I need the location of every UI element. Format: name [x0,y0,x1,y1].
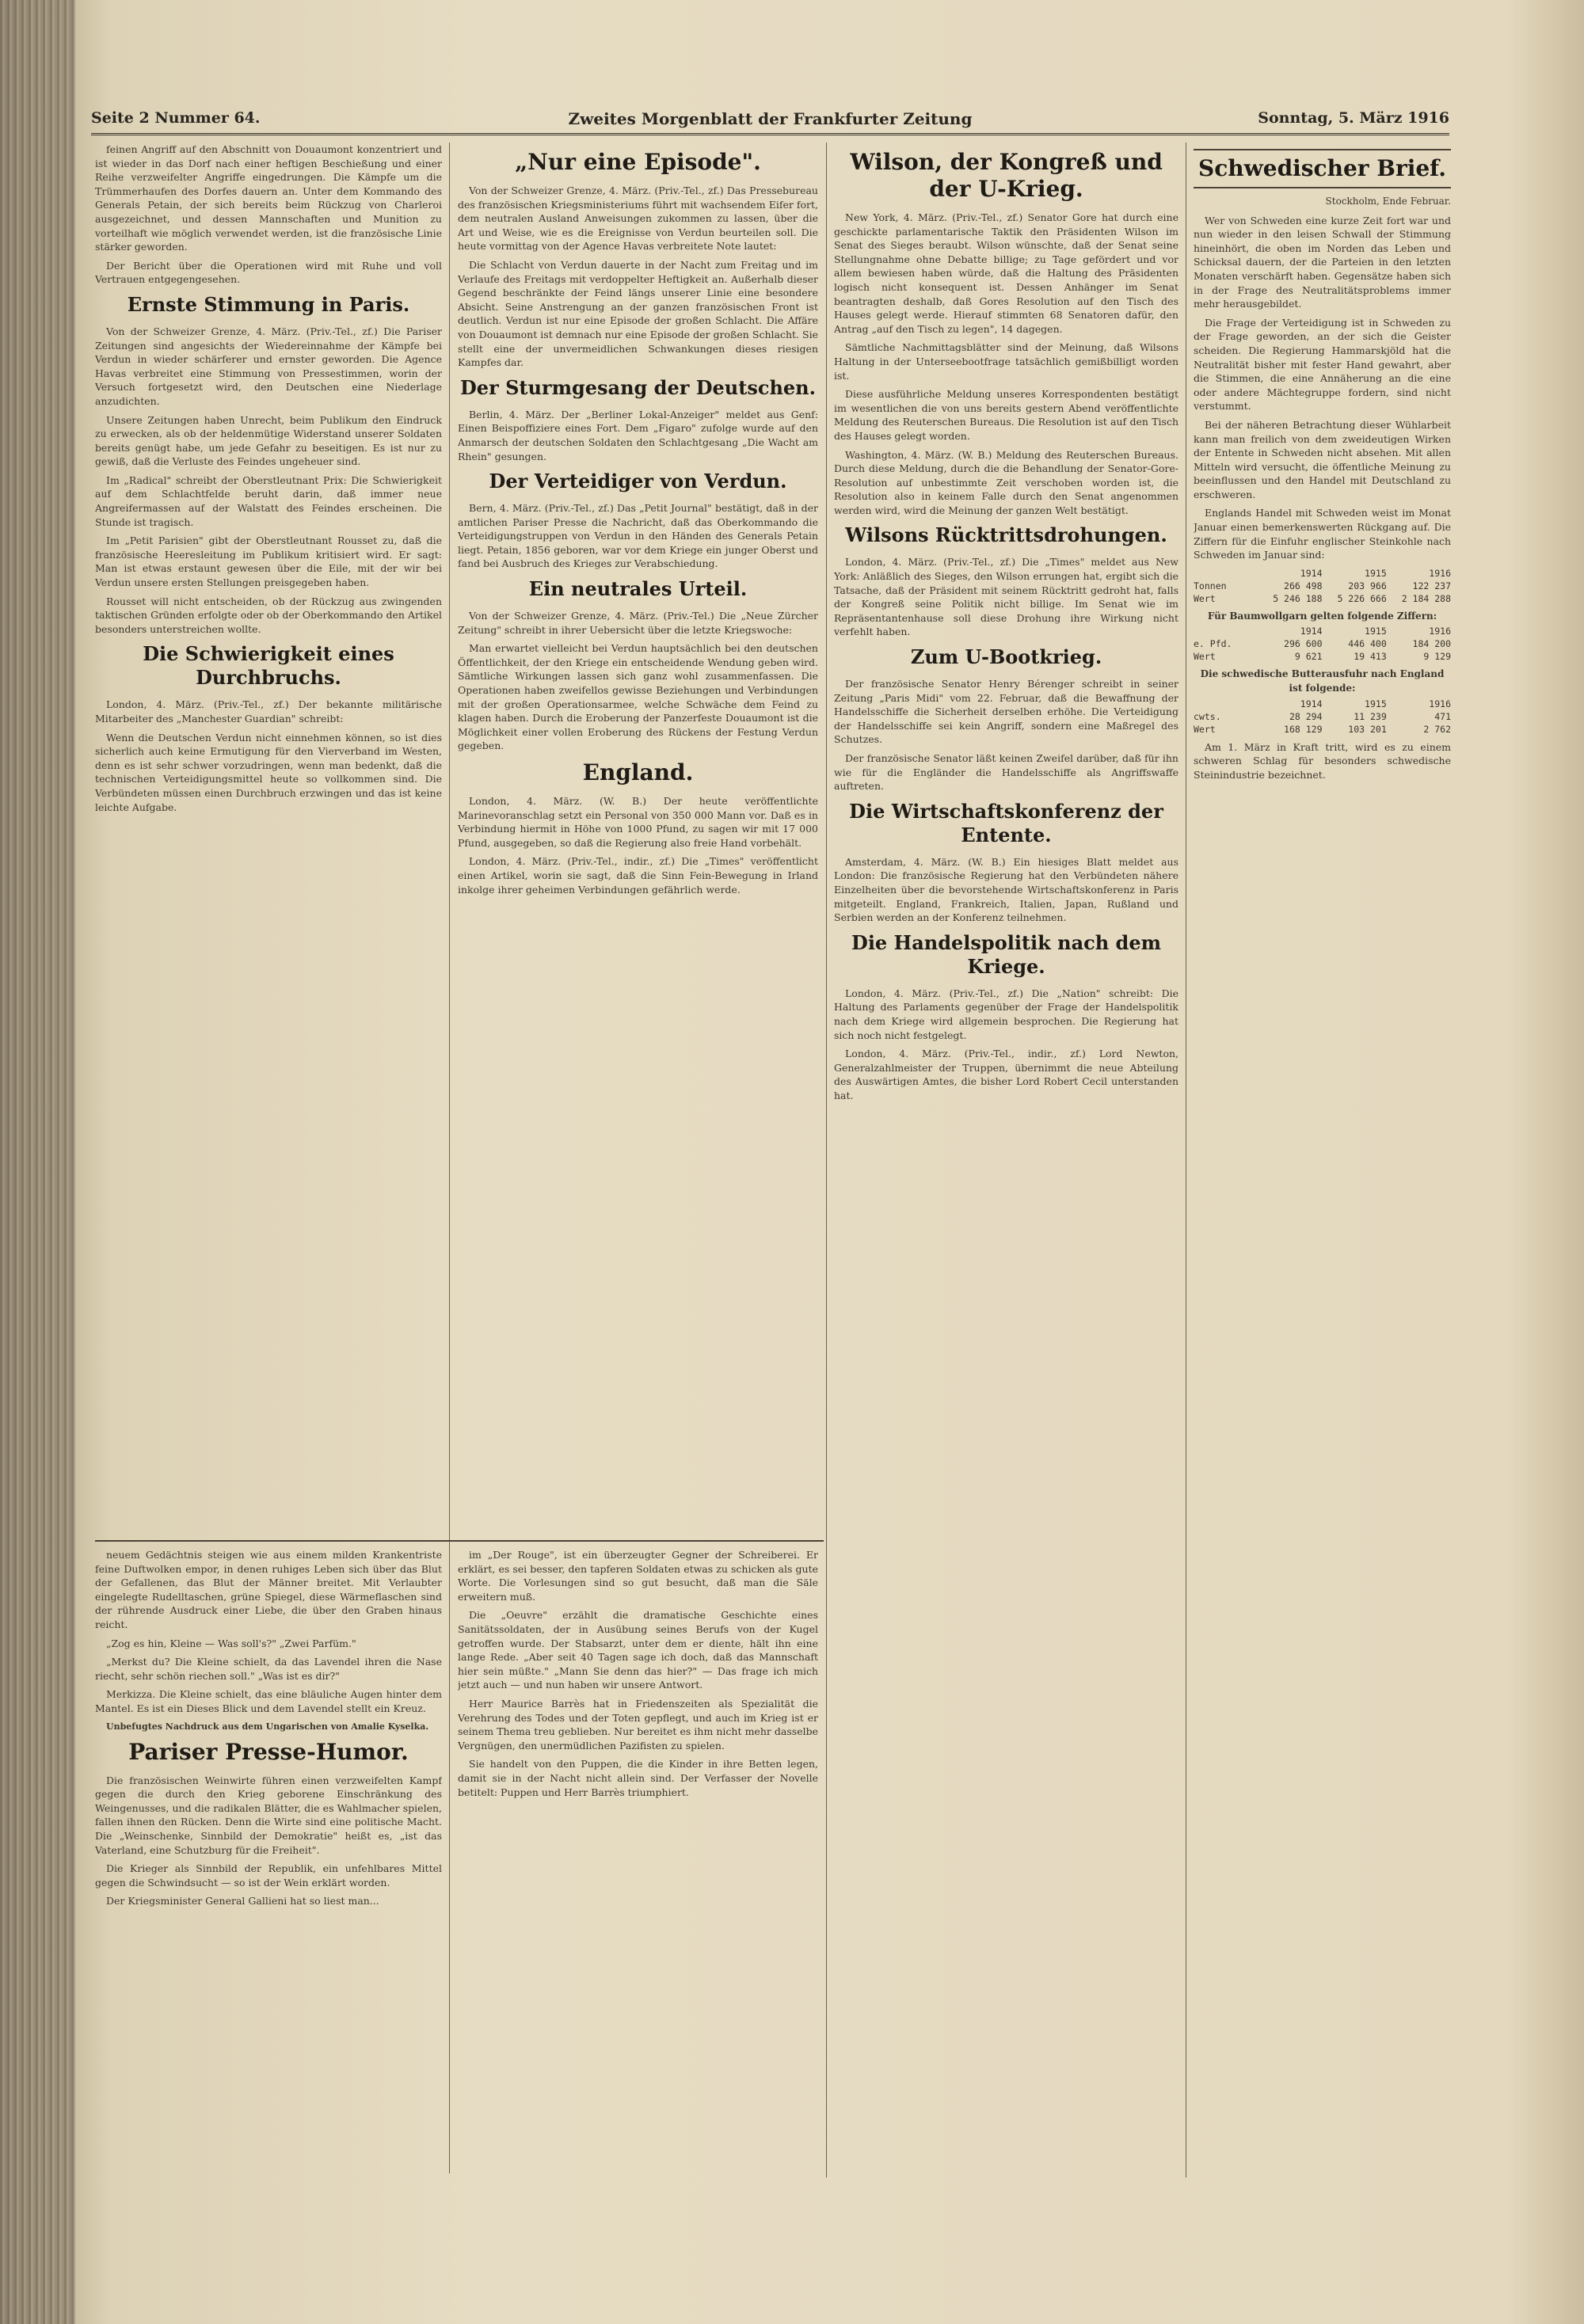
article-text: New York, 4. März. (Priv.-Tel., zf.) Senator Gore hat durch eine geschickte parlamentarische Taktik den Präsidenten Wilson im Senat des Sieges beraubt. Wilson wünschte, daß der Senat seine Stellungnahme ohne Debatte billige; zu Tage gefördert und vor allem bewiesen haben würde, daß die Haltung des Präsidenten logisch nicht konsequent ist. Dessen Anhänger im Senat beantragten deshalb, daß Gores Resolution auf den Tisch des Hauses gelegt werde. Hierauf stimmten 68 Senatoren dafür, den Antrag „auf den Tisch zu legen", 14 dagegen. [834,211,1178,335]
article-text: Der französische Senator läßt keinen Zweifel darüber, daß für ihn wie für die Engländer die Handelsschiffe als Angriffswaffe auftreten. [834,752,1178,793]
article-text: Der französische Senator Henry Bérenger schreibt in seiner Zeitung „Paris Midi" vom 22. Februar, daß die Bewaffnung der Handelsschiffe die Sicherheit derselben erhöhe. Die Verteidigung der Handelsschiffe sei kein Angriff, sondern eine Maßregel des Schutzes. [834,678,1178,746]
feuilleton-text: Der Kriegsminister General Gallieni hat so liest man... [106,1895,379,1908]
table-title: Die schwedische Butterausfuhr nach England ist folgende: [1200,668,1445,694]
table-row: Wert 9 621 19 413 9 129 [1194,651,1451,663]
article-text: London, 4. März. (W. B.) Der heute veröffentlichte Marinevoranschlag setzt ein Personal von 350 000 Mann vor. Daß es in Verbindung hiermit in Höhe von 1000 Pfund, zu sagen wir mit 17 000 Pfund, ausgegeben, so daß die Regierung also freie Hand vorbehält. [458,795,818,849]
headline-wilson: Wilson, der Kongreß und der U-Krieg. [850,149,1163,202]
headline-nur-eine-episode: „Nur eine Episode". [515,149,761,175]
issue-date: Sonntag, 5. März 1916 [1258,109,1449,127]
butter-export-table [1194,698,1451,736]
column-rule [449,1548,450,2174]
table-row: Wert 168 129 103 201 2 762 [1194,723,1451,735]
article-text: London, 4. März. (Priv.-Tel., zf.) Der bekannte militärische Mitarbeiter des „Manchester Guardian" schreibt: [95,698,442,725]
feuilleton-text: Die Krieger als Sinnbild der Republik, ein unfehlbares Mittel gegen die Schwindsucht — so ist der Wein erklärt worden. [95,1862,442,1888]
article-text: Im „Petit Parisien" gibt der Oberstleutnant Rousset zu, daß die französische Heeresleitung im Publikum kritisiert wird. Er sagt: Man ist etwas erstaunt gewesen über die Eile, mit der wir bei Verdun unsere ersten Stellungen preisgegeben haben. [95,534,442,589]
table-title: Für Baumwollgarn gelten folgende Ziffern: [1207,610,1437,622]
article-text: Man erwartet vielleicht bei Verdun hauptsächlich bei den deutschen Öffentlichkeit, der den Kriege ein entscheidende Wendung geben wird. Sämtliche Wirkungen lassen sich ganz wohl zusammenfassen. Die Operationen haben zweifellos gewisse Beziehungen und Verbindungen mit der großen Operationsarmee, welche Schwäche dem Feind zu klagen haben. Durch die Eroberung der Panzerfeste Douaumont ist die Möglichkeit einer vollen Eroberung des Rückens der Festung Verdun gegeben. [458,642,818,752]
article-text: Washington, 4. März. (W. B.) Meldung des Reuterschen Bureaus. Durch diese Meldung, durch die die Behandlung der Senator-Gore-Resolution auf unbestimmte Zeit verschoben worden ist, die Resolution also in keinem Falle durch den Senat angenommen werden wird, wird die Meinung der ganzen Welt bestätigt. [834,448,1178,516]
book-binding-edge [0,0,75,2324]
table-header-row: 1914 1915 1916 [1300,567,1451,579]
feuilleton-text: neuem Gedächtnis steigen wie aus einem milden Krankentriste feine Duftwolken empor, in denen ruhiges Leben sich über das Blut der Gefallenen, das Blut der Männer breitet. Mit Verlaubter eingelegte Rudelltaschen, grüne Spiegel, diese Wärmeflaschen sind der rührende Ausdruck einer Liebe, die über den Graben hinaus reicht. [95,1549,442,1630]
article-text: Unsere Zeitungen haben Unrecht, beim Publikum den Eindruck zu erwecken, als ob der heldenmütige Widerstand unserer Soldaten bereits genügt habe, um jede Gefahr zu beseitigen. Es ist nur zu gewiß, daß die Verluste des Feindes ungeheuer sind. [95,413,442,468]
article-text: London, 4. März. (Priv.-Tel., zf.) Die „Times" meldet aus New York: Anläßlich des Sieges, den Wilson errungen hat, ergibt sich die Tatsache, daß der Präsident mit seinem Rücktritt gedroht hat, falls der Kongreß seine Politik nicht billige. Im Senat wie im Repräsentantenhause soll diese Drohung ihre Wirkung nicht verfehlt haben. [834,556,1178,638]
cotton-yarn-table [1194,625,1451,663]
feuilleton-text: Herr Maurice Barrès hat in Friedenszeiten als Spezialität die Verehrung des Todes und der Toten gepflegt, und auch im Krieg ist er seinem Thema treu geblieben. Nur bereitet es ihm nicht mehr dasselbe Vergnügen, den unermüdlichen Pazifisten zu spielen. [458,1697,818,1752]
headline-neutrales-urteil: Ein neutrales Urteil. [528,577,748,601]
article-text: Im „Radical" schreibt der Oberstleutnant Prix: Die Schwierigkeit auf dem Schlachtfelde beruht darin, daß immer neue Angreifermassen auf der Walstatt des Feindes erscheinen. Die Stunde ist tragisch. [95,474,442,528]
table-row: Tonnen 266 498 203 966 122 237 [1194,580,1451,591]
newspaper-title: Zweites Morgenblatt der Frankfurter Zeitung [568,109,973,128]
translation-credit: Unbefugtes Nachdruck aus dem Ungarischen von Amalie Kyselka. [106,1721,429,1732]
headline-sturmgesang: Der Sturmgesang der Deutschen. [459,375,816,399]
article-text: Am 1. März in Kraft tritt, wird es zu einem schweren Schlag für besonders schwedische Steinindustrie bezeichnet. [1194,740,1451,781]
headline-handelspolitik: Die Handelspolitik nach dem Kriege. [851,930,1161,978]
feuilleton-text: Die „Oeuvre" erzählt die dramatische Geschichte eines Sanitätssoldaten, der in Ausübung seines Berufs von der Kugel getroffen wurde. Der Stabsarzt, unter dem er diente, hält ihn eine lange Rede. „Aber seit 40 Tagen sage ich doch, daß das Mannschaft hier sein müßte." „Mann Sie denn das hier?" — Das frage ich mich jetzt auch — und nun haben wir unsere Antwort. [458,1609,818,1691]
article-text: feinen Angriff auf den Abschnitt von Douaumont konzentriert und ist wieder in das Dorf nach einer heftigen Beschießung und einer Reihe verzweifelter Angriffe eingedrungen. Die Kämpfe um die Trümmerhaufen des Dorfes dauern an. Unter dem Kommando des Generals Petain, der sich bereits beim Rückzug von Charleroi ausgezeichnet, und dessen Mannschaften und Munition zu vorteilhaft wie möglich verwendet werden, ist die französische Linie stärker geworden. [95,143,442,253]
page-header [91,105,1449,135]
feuilleton-text: „Zog es hin, Kleine — Was soll's?" „Zwei Parfüm." [106,1637,356,1649]
headline-ernste-stimmung: Ernste Stimmung in Paris. [127,292,410,316]
column-rule [826,143,827,2178]
headline-verteidiger: Der Verteidiger von Verdun. [489,470,787,493]
article-text: London, 4. März. (Priv.-Tel., indir., zf.) Lord Newton, Generalzahlmeister der Truppen, übernimmt die neue Abteilung des Auswärtigen Amtes, die bisher Lord Robert Cecil unterstanden hat. [834,1048,1178,1101]
article-text: Die Frage der Verteidigung ist in Schweden zu der Frage geworden, an der sich die Geister scheiden. Die Regierung Hammarskjöld hat die Neutralität bisher mit fester Hand gewahrt, aber die Stimmen, die eine Annäherung an die eine oder andere Mächtegruppe fordern, sind nicht verstummt. [1194,316,1451,413]
article-text: Wenn die Deutschen Verdun nicht einnehmen können, so ist dies sicherlich auch keine Ermutigung für den Vierverband im Westen, denn es ist sehr schwer vorzudringen, wenn man bedenkt, daß die technischen Verteidigungsmittel heute so vollkommen sind. Die Verbündeten müssen einen Durchbruch erzwingen und das ist keine leichte Aufgabe. [95,731,442,813]
article-text: Von der Schweizer Grenze, 4. März. (Priv.-Tel., zf.) Das Pressebureau des französischen Kriegsministeriums führt mit wachsendem Eifer fort, dem neutralen Ausland Anweisungen zukommen zu lassen, über die Art und Weise, wie es die Ereignisse von Verdun beurteilen soll. Die heute vormittag von der Agence Havas verbreitete Note lautet: [458,184,818,253]
headline-wirtschaftskonferenz: Die Wirtschaftskonferenz der Entente. [849,799,1163,846]
headline-u-bootkrieg: Zum U-Bootkrieg. [910,645,1102,669]
feuilleton-left [95,1548,442,2170]
article-text: Der Bericht über die Operationen wird mit Ruhe und voll Vertrauen entgegengesehen. [95,259,442,286]
article-text: Sämtliche Nachmittagsblätter sind der Meinung, daß Wilsons Haltung in der Unterseebootfrage tatsächlich gemißbilligt worden ist. [834,341,1178,382]
feuilleton-text: „Merkst du? Die Kleine schielt, da das Lavendel ihren die Nase riecht, sehr schön riechen soll." „Was ist es dir?" [95,1656,442,1682]
article-text: London, 4. März. (Priv.-Tel., indir., zf.) Die „Times" veröffentlicht einen Artikel, worin sie sagt, daß die Sinn Fein-Bewegung in Irland inkolge ihrer geheimen Verbindungen gefährlich werde. [458,855,818,896]
feuilleton-text: Die französischen Weinwirte führen einen verzweifelten Kampf gegen die durch den Krieg geborene Einschränkung des Weingenusses, und die radikalen Blätter, die es Wahlmacher spielen, fallen ihnen den Rücken. Denn die Wirte sind eine politische Macht. Die „Weinschenke, Sinnbild der Demokratie" heißt es, „ist das Vaterland, eine Schutzburg für die Freiheit". [95,1774,442,1856]
article-text: Rousset will nicht entscheiden, ob der Rückzug aus zwingenden taktischen Gründen erfolgte oder ob der Oberkommando den Artikel besonders unterstreichen wollte. [95,595,442,635]
article-text: Amsterdam, 4. März. (W. B.) Ein hiesiges Blatt meldet aus London: Die französische Regierung hat den Verbündeten nähere Einzelheiten über die bevorstehende Wirtschaftskonferenz in Paris mitgeteilt. England, Frankreich, Italien, Japan, Rußland und Serbien werden an der Konferenz teilnehmen. [834,855,1178,924]
table-row: cwts. 28 294 11 239 471 [1194,710,1451,722]
article-text: Bei der näheren Betrachtung dieser Wühlarbeit kann man freilich von dem zweideutigen Wirken der Entente in Schweden nicht absehen. Mit allen Mitteln wird versucht, die öffentliche Meinung zu beeinflussen und den Handel mit Deutschland zu erschweren. [1194,418,1451,500]
column-4 [1194,143,1451,2170]
dateline: Stockholm, Ende Februar. [1325,196,1451,207]
feuilleton-divider [95,1540,824,1542]
table-header-row: 1914 1915 1916 [1300,698,1451,709]
table-header-row: 1914 1915 1916 [1300,626,1451,637]
article-text: Englands Handel mit Schweden weist im Monat Januar einen bemerkenswerten Rückgang auf. Die Ziffern für die Einfuhr englischer Steinkohle nach Schweden im Januar sind: [1194,507,1451,561]
article-text: Wer von Schweden eine kurze Zeit fort war und nun wieder in den leisen Schwall der Stimmung hineinhört, die oben im Norden das Leben und Schicksal dauern, der die Parteien in den letzten Monaten verschärft haben. Gegensätze haben sich in der Frage des Neutralitätsproblems immer mehr herausgebildet. [1194,214,1451,310]
headline-pariser-presse-humor: Pariser Presse-Humor. [128,1738,409,1765]
headline-england: England. [582,759,694,785]
feuilleton-text: im „Der Rouge", ist ein überzeugter Gegner der Schreiberei. Er erklärt, es sei besser, den tapferen Soldaten etwas zu schicken als gute Worte. Die Vorlesungen sind so gut besucht, daß man die Säle erweitern muß. [458,1549,818,1603]
article-text: Diese ausführliche Meldung unseres Korrespondenten bestätigt im wesentlichen die von uns bereits gestern Abend veröffentlichte Meldung des Reuterschen Bureaus. Die Resolution ist auf den Tisch des Hauses gelegt worden. [834,388,1178,442]
headline-schwierigkeit: Die Schwierigkeit eines Durchbruchs. [143,642,394,690]
column-3 [834,143,1178,2170]
article-text: Bern, 4. März. (Priv.-Tel., zf.) Das „Petit Journal" bestätigt, daß in der amtlichen Pariser Presse die Nachricht, daß das Oberkommando die Verteidigungstruppen von Verdun in den Händen des Generals Petain liegt. Petain, 1856 geboren, war vor dem Kriege ein junger Oberst und fand bei Ausbruch des Krieges zur Verabschiedung. [458,502,818,570]
headline-schwedischer-brief: Schwedischer Brief. [1194,149,1451,188]
article-text: London, 4. März. (Priv.-Tel., zf.) Die „Nation" schreibt: Die Haltung des Parlaments gegenüber der Frage der Handelspolitik nach dem Kriege wird allgemein besprochen. Die Regierung hat sich noch nicht festgelegt. [834,987,1178,1041]
article-text: Die Schlacht von Verdun dauerte in der Nacht zum Freitag und im Verlaufe des Freitags mit verdoppelter Heftigkeit an. Außerhalb dieser Gegend beschränkte der Feind längs unserer Linie eine besondere Absicht. Seine Anstrengung an der ganzen französischen Front ist deutlich. Verdun ist nur eine Episode der großen Schlacht. Die Affäre von Douaumont ist demnach nur eine Episode der großen Schlacht. Sie stellt eine der unvermeidlichen Schwankungen dieses riesigen Kampfes dar. [458,258,818,369]
feuilleton-middle [458,1548,818,2170]
article-text: Von der Schweizer Grenze, 4. März. (Priv.-Tel.) Die „Neue Zürcher Zeitung" schreibt in ihrer Uebersicht über die letzte Kriegswoche: [458,610,818,636]
table-row: Wert 5 246 188 5 226 666 2 184 288 [1194,592,1451,604]
table-row: e. Pfd. 296 600 446 400 184 200 [1194,638,1451,650]
article-text: Berlin, 4. März. Der „Berliner Lokal-Anzeiger" meldet aus Genf: Einen Beispoffiziere eines Fort. Dem „Figaro" zufolge wurde auf den Anmarsch der deutschen Soldaten den Schlachtgesang „Die Wacht am Rhein" gesungen. [458,408,818,462]
coal-import-table [1194,567,1451,605]
feuilleton-text: Sie handelt von den Puppen, die die Kinder in ihre Betten legen, damit sie in der Nacht nicht allein sind. Der Verfasser der Novelle betitelt: Puppen und Herr Barrès triumphiert. [458,1758,818,1798]
headline-ruecktrittsdrohungen: Wilsons Rücktrittsdrohungen. [845,523,1167,547]
column-2 [458,143,818,1535]
feuilleton-text: Merkizza. Die Kleine schielt, das eine bläuliche Augen hinter dem Mantel. Es ist ein Dieses Blick und dem Lavendel stellt ein Kreuz. [95,1688,442,1714]
page-number: Seite 2 Nummer 64. [91,109,261,127]
column-1 [95,143,442,1535]
article-text: Von der Schweizer Grenze, 4. März. (Priv.-Tel., zf.) Die Pariser Zeitungen sind angesichts der Wiedereinnahme der Kämpfe bei Verdun in wieder schärferer und ernster geworden. Die Agence Havas verbreitet eine Stimmung von Pressestimmen, worin der Versuch fortgesetzt wird, den Deutschen eine Niederlage anzudichten. [95,325,442,407]
